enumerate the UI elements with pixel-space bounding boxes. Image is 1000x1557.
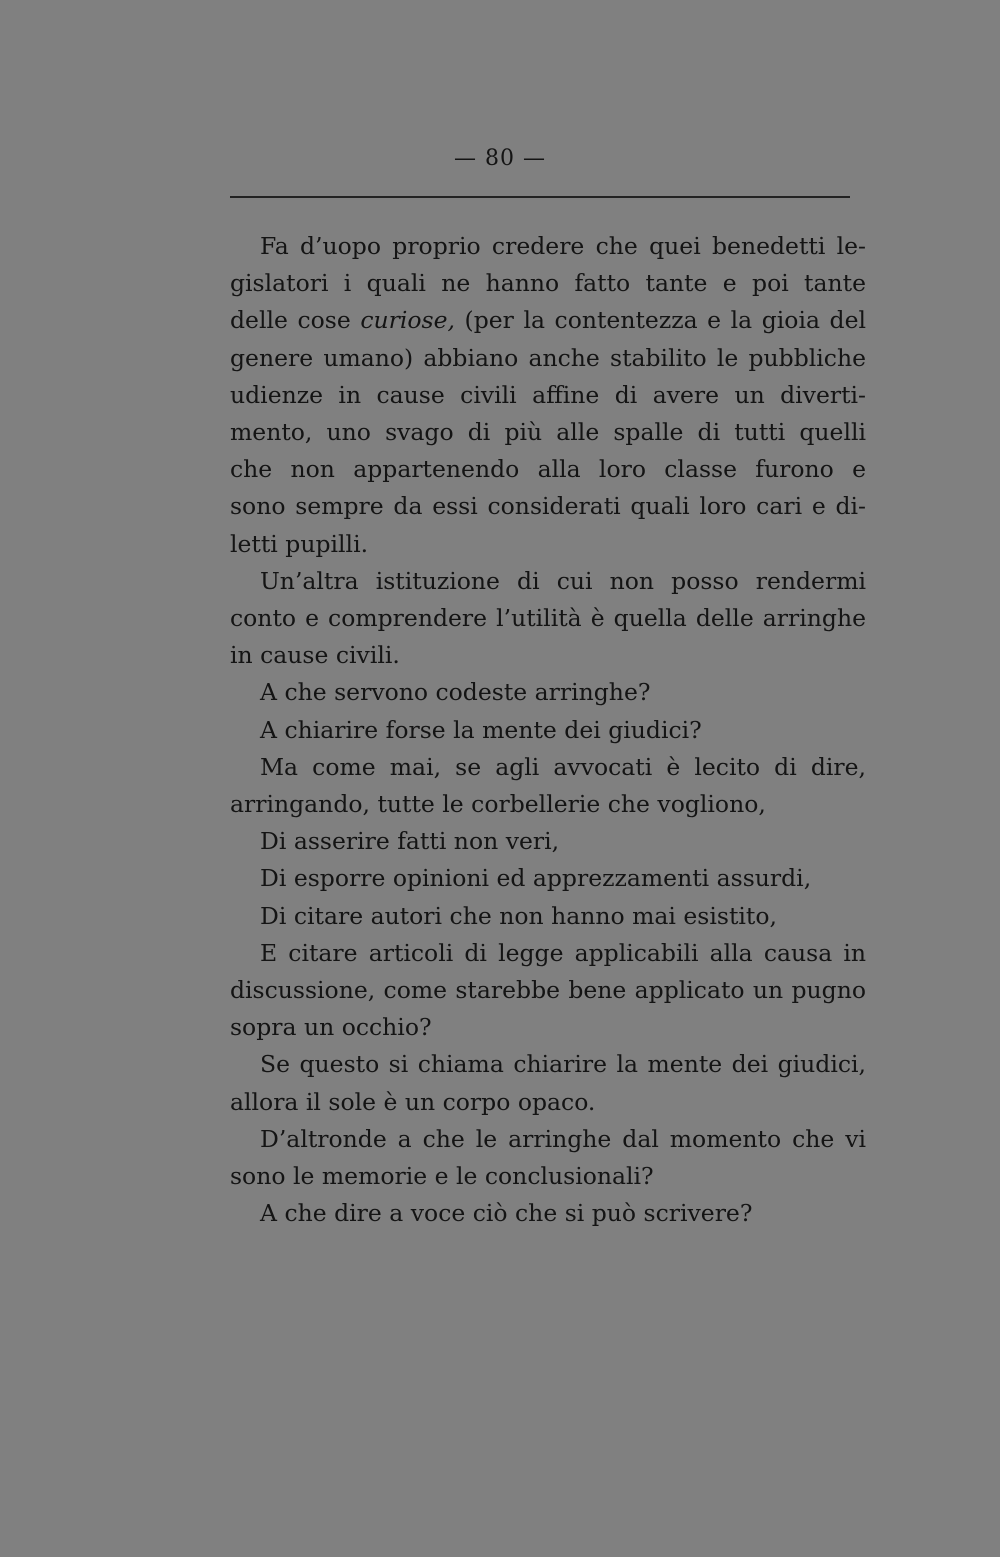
text-line: E citare articoli di legge applicabili alla causa in: [260, 938, 866, 967]
text-line: A che servono codeste arringhe?: [260, 678, 651, 707]
text-line: Se questo si chiama chiarire la mente dei giudici,: [260, 1050, 866, 1079]
text-line: gislatori i quali ne hanno fatto tante e poi tante: [230, 269, 866, 298]
text-line: letti pupilli.: [230, 529, 369, 558]
italic-word: curiose,: [360, 306, 455, 335]
text-line: conto e comprendere l’utilità è quella delle arringhe: [230, 604, 866, 633]
text-line: D’altronde a che le arringhe dal momento che vi: [260, 1124, 866, 1153]
text-line: udienze in cause civili affine di avere un diverti-: [230, 380, 866, 409]
text-line: Fa d’uopo proprio credere che quei benedetti le-: [260, 232, 866, 260]
text-line: sono sempre da essi considerati quali loro cari e di-: [230, 492, 866, 521]
text-line: Di asserire fatti non veri,: [260, 827, 560, 856]
text-line: A chiarire forse la mente dei giudici?: [260, 715, 702, 744]
text-line: arringando, tutte le corbellerie che vogliono,: [230, 790, 766, 819]
text-line: che non appartenendo alla loro classe furono e: [230, 455, 866, 484]
text-line: sopra un occhio?: [230, 1013, 432, 1042]
text-segment: delle cose: [230, 306, 361, 335]
text-line: Di esporre opinioni ed apprezzamenti assurdi,: [260, 864, 812, 893]
text-line: Di citare autori che non hanno mai esistito,: [260, 901, 777, 930]
text-line: in cause civili.: [230, 641, 400, 670]
text-segment: (per la contentezza e la gioia del: [454, 306, 867, 335]
text-line: discussione, come starebbe bene applicato un pugno: [230, 976, 866, 1005]
text-line: [230, 302, 866, 339]
text-line: allora il sole è un corpo opaco.: [230, 1087, 596, 1116]
text-line: A che dire a voce ciò che si può scrivere?: [260, 1199, 753, 1228]
page-number: — 80 —: [454, 146, 546, 171]
text-line: mento, uno svago di più alle spalle di tutti quelli: [230, 418, 866, 447]
body-text: [230, 228, 866, 1232]
text-line: sono le memorie e le conclusionali?: [230, 1162, 654, 1191]
text-line: genere umano) abbiano anche stabilito le pubbliche: [230, 343, 866, 372]
text-line: Un’altra istituzione di cui non posso rendermi: [260, 566, 866, 595]
header-rule: [230, 196, 850, 198]
text-line: Ma come mai, se agli avvocati è lecito di dire,: [260, 752, 866, 781]
